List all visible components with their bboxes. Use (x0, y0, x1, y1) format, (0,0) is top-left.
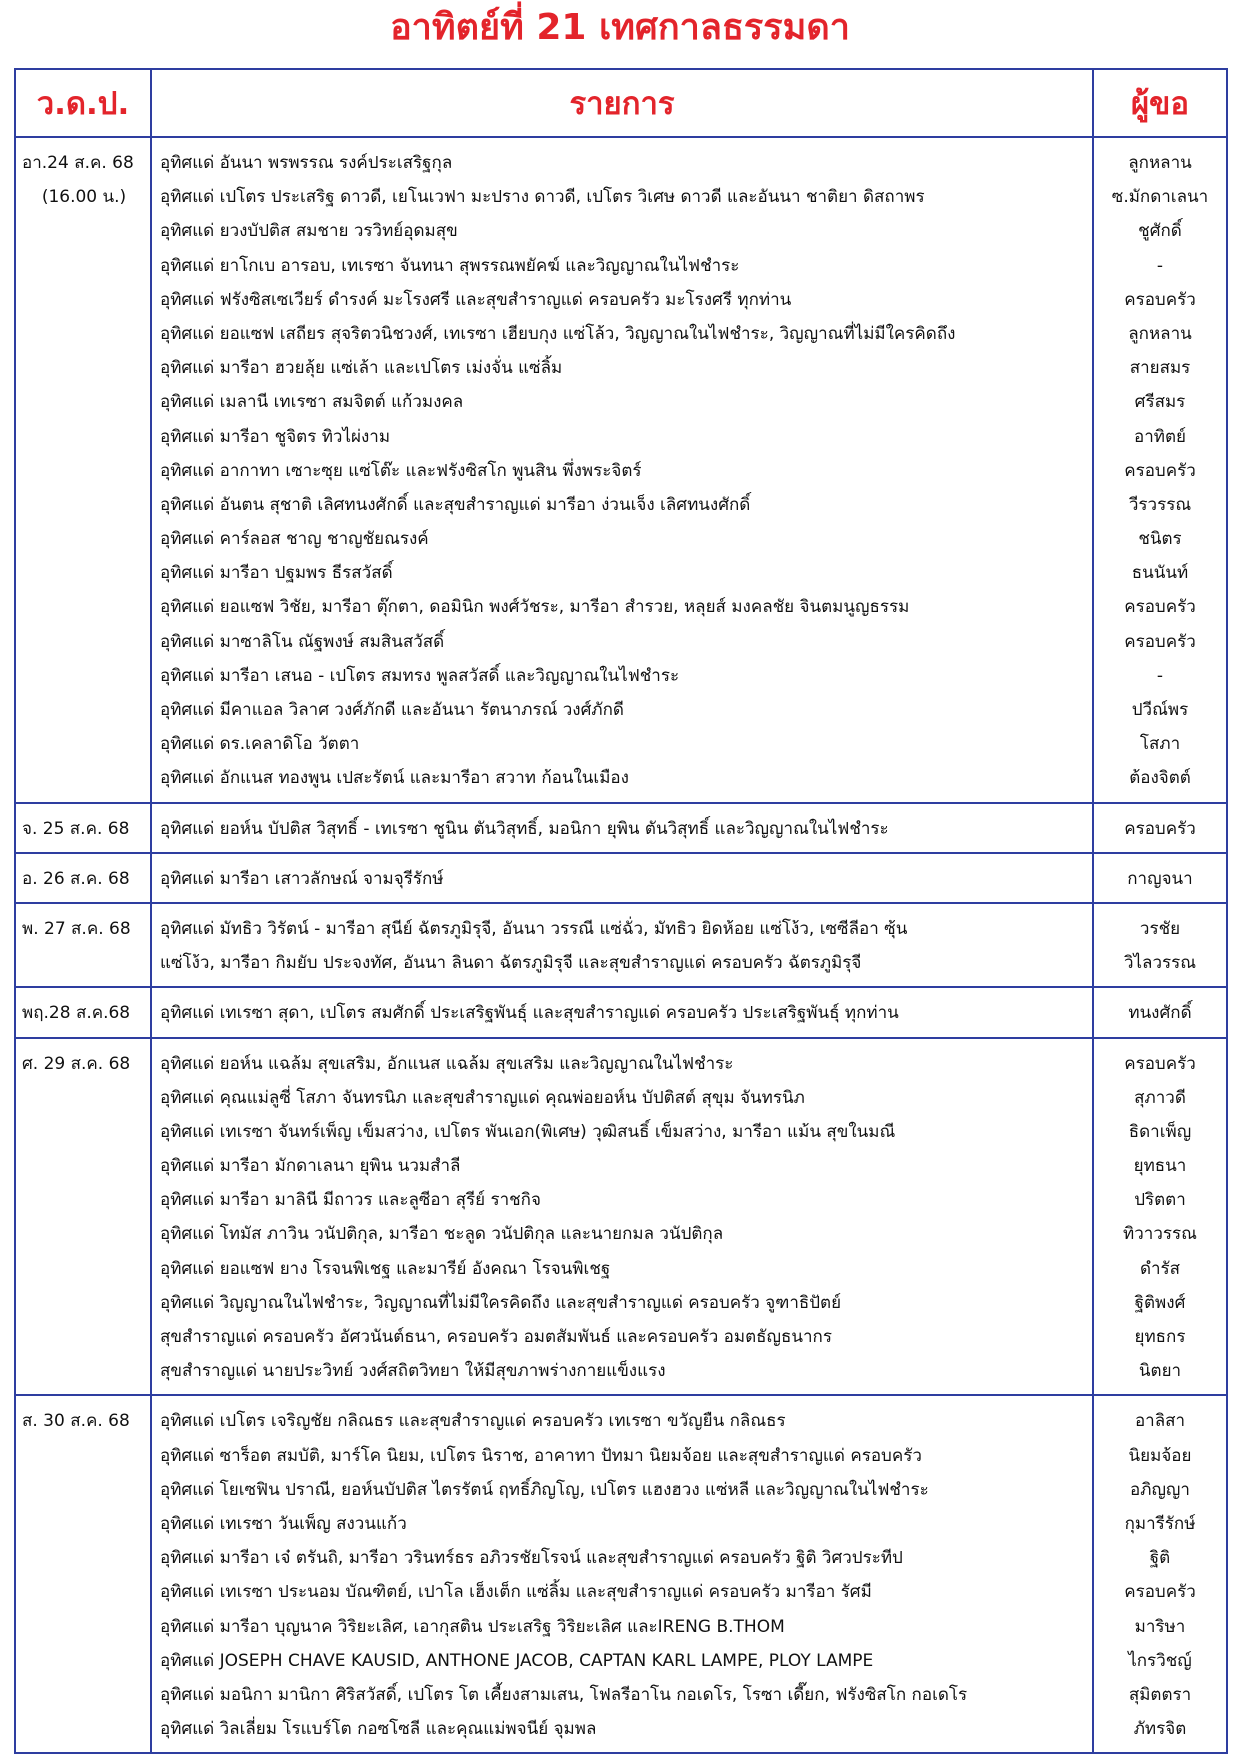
requester-name: ครอบครัว (1124, 818, 1196, 839)
intention-item: อุทิศแด่ มารีอา ฮวยลุ้ย แซ่เล้า และเปโตร เม่งจั่น แซ่ลิ้ม (160, 358, 563, 379)
requester-name: ดำรัส (1139, 1258, 1181, 1279)
header-date: ว.ด.ป. (15, 69, 151, 137)
requester-name: สายสมร (1129, 358, 1191, 379)
requester-cell (1093, 1395, 1227, 1753)
intention-item: อุทิศแด่ มอนิกา มานิกา ศิริสวัสดิ์, เปโตร โต เคี้ยงสามเสน, โฟลรีอาโน กอเดโร, โรซา เดี๊ยก, ฟรังซิสโก กอเดโร (160, 1684, 968, 1705)
intention-item: อุทิศแด่ โยเซฟิน ปราณี, ยอห์นบัปติส ไตรรัตน์ ฤทธิ์ภิญโญ, เปโตร แฮงฮวง แซ่หลี และวิญญาณในไฟชำระ (160, 1479, 929, 1500)
requester-cell (1093, 903, 1227, 987)
requester-name: โสภา (1139, 734, 1181, 755)
requester-name: ทนงศักดิ์ (1128, 1003, 1192, 1024)
requester-name: วีรวรรณ (1128, 494, 1192, 515)
requester-name: ครอบครัว (1124, 1053, 1196, 1074)
intentions-table (14, 68, 1228, 1754)
intention-item: อุทิศแด่ อันนา พรพรรณ รงค์ประเสริฐกุล (160, 153, 453, 173)
intentions-cell (151, 137, 1093, 803)
intention-item: อุทิศแด่ เทเรซา สุดา, เปโตร สมศักดิ์ ประเสริฐพันธุ์ และสุขสำราญแด่ ครอบครัว ประเสริฐพันธุ์ ทุกท่าน (160, 1003, 899, 1024)
intention-item: สุขสำราญแด่ นายประวิทย์ วงศ์สถิตวิทยา ให้มีสุขภาพร่างกายแข็งแรง (160, 1361, 666, 1382)
table-row (15, 1038, 1227, 1396)
header-list: รายการ (151, 69, 1093, 137)
intention-item: อุทิศแด่ มารีอา บุญนาค วิริยะเลิศ, เอากุสติน ประเสริฐ วิริยะเลิศ และIRENG B.THOM (160, 1616, 785, 1637)
date-cell (15, 987, 151, 1037)
date-cell (15, 903, 151, 987)
intention-item: อุทิศแด่ มารีอา มักดาเลนา ยุพิน นวมสำลี (160, 1156, 461, 1177)
requester-name: อาลิสา (1134, 1411, 1186, 1432)
date-cell (15, 1038, 151, 1396)
date-cell (15, 1395, 151, 1753)
table-header-row (15, 69, 1227, 137)
intentions-cell (151, 1038, 1093, 1396)
requester-name: ครอบครัว (1124, 597, 1196, 618)
intention-item: อุทิศแด่ อันตน สุชาติ เลิศทนงศักดิ์ และสุขสำราญแด่ มารีอา ง่วนเจ็ง เลิศทนงศักดิ์ (160, 494, 751, 515)
intention-item: อุทิศแด่ ซาร็อต สมบัติ, มาร์โค นิยม, เปโตร นิราช, อาคาทา ปัทมา นิยมจ้อย และสุขสำราญแด่ ครอบครัว (160, 1445, 922, 1466)
table-row (15, 853, 1227, 903)
intention-item: อุทิศแด่ มารีอา เสาวลักษณ์ จามจุรีรักษ์ (160, 868, 444, 889)
header-requester: ผู้ขอ (1093, 69, 1227, 137)
date-text: พฤ.28 ส.ค.68 (22, 1003, 131, 1024)
intention-item: อุทิศแด่ เทเรซา ประนอม บัณฑิตย์, เปาโล เฮ็งเต็ก แซ่ลิ้ม และสุขสำราญแด่ ครอบครัว มารีอา รัศมี (160, 1582, 872, 1603)
intention-item: อุทิศแด่ มัทธิว วิรัตน์ - มารีอา สุนีย์ ฉัตรภูมิรุจี, อันนา วรรณี แซ่ฉั่ว, มัทธิว ยิดห้อย แซ่โง้ว, เซซีลีอา ซุ้น (160, 918, 908, 939)
requester-name: ลูกหลาน (1128, 323, 1192, 344)
requester-name: ครอบครัว (1124, 460, 1196, 481)
intentions-cell (151, 1395, 1093, 1753)
requester-name: ฐิติพงศ์ (1134, 1292, 1186, 1313)
requester-name: ปริตตา (1134, 1190, 1186, 1211)
intentions-cell (151, 987, 1093, 1037)
date-text: อา.24 ส.ค. 68 (22, 153, 134, 173)
requester-name: ทิวาวรรณ (1123, 1224, 1197, 1245)
requester-name: ธิดาเพ็ญ (1128, 1121, 1192, 1142)
intention-item: อุทิศแด่ อากาทา เซาะซุย แซ่โต๊ะ และฟรังซิสโก พูนสิน พึ่งพระจิตร์ (160, 460, 642, 481)
requester-name: ไกรวิชญ์ (1128, 1650, 1192, 1671)
requester-cell (1093, 1038, 1227, 1396)
requester-name: - (1156, 665, 1164, 686)
intentions-cell (151, 803, 1093, 853)
intention-item: สุขสำราญแด่ ครอบครัว อัศวนันต์ธนา, ครอบครัว อมตสัมพันธ์ และครอบครัว อมตธัญธนากร (160, 1327, 832, 1347)
requester-name: อภิญญา (1130, 1479, 1190, 1500)
intention-item: อุทิศแด่ เมลานี เทเรซา สมจิตต์ แก้วมงคล (160, 392, 464, 413)
requester-name: ฐิติ (1149, 1548, 1171, 1569)
date-text: ส. 30 ส.ค. 68 (22, 1411, 130, 1432)
requester-name: สุภาวดี (1134, 1087, 1186, 1108)
page-title: อาทิตย์ที่ 21 เทศกาลธรรมดา (390, 7, 850, 48)
intention-item: อุทิศแด่ JOSEPH CHAVE KAUSID, ANTHONE JACOB, CAPTAN KARL LAMPE, PLOY LAMPE (160, 1650, 874, 1671)
requester-name: ยุทธกร (1134, 1327, 1186, 1347)
requester-name: - (1156, 255, 1164, 276)
requester-cell (1093, 137, 1227, 803)
intention-item: อุทิศแด่ อักแนส ทองพูน เปสะรัตน์ และมารีอา สวาท ก้อนในเมือง (160, 768, 629, 789)
date-cell (15, 853, 151, 903)
requester-name: ศรีสมร (1134, 392, 1186, 413)
intention-item: อุทิศแด่ ยอห์น แฉล้ม สุขเสริม, อักแนส แฉล้ม สุขเสริม และวิญญาณในไฟชำระ (160, 1053, 734, 1074)
intention-item: อุทิศแด่ โทมัส ภาวิน วนัปติกุล, มารีอา ชะลูด วนัปติกุล และนายกมล วนัปติกุล (160, 1224, 724, 1245)
intentions-cell (151, 903, 1093, 987)
intention-item: อุทิศแด่ ยาโกเบ อารอบ, เทเรซา จันทนา สุพรรณพยัคฆ์ และวิญญาณในไฟชำระ (160, 255, 740, 276)
intention-item: อุทิศแด่ มารีอา เสนอ - เปโตร สมทรง พูลสวัสดิ์ และวิญญาณในไฟชำระ (160, 665, 680, 686)
intention-item: แซ่โง้ว, มารีอา กิมยับ ประจงทัศ, อันนา ลินดา ฉัตรภูมิรุจี และสุขสำราญแด่ ครอบครัว ฉัตรภูมิรุจี (160, 953, 862, 974)
intention-item: อุทิศแด่ มาซาลิโน ณัฐพงษ์ สมสินสวัสดิ์ (160, 631, 445, 652)
intention-item: อุทิศแด่ ฟรังซิสเซเวียร์ ดำรงค์ มะโรงศรี และสุขสำราญแด่ ครอบครัว มะโรงศรี ทุกท่าน (160, 289, 792, 310)
table-body (15, 137, 1227, 1753)
requester-name: ชูศักดิ์ (1138, 221, 1182, 242)
intention-item: อุทิศแด่ เปโตร เจริญชัย กลิณธร และสุขสำราญแด่ ครอบครัว เทเรซา ขวัญยืน กลิณธร (160, 1411, 786, 1432)
date-text: จ. 25 ส.ค. 68 (22, 818, 130, 839)
requester-name: ต้องจิตต์ (1129, 768, 1191, 789)
intention-item: อุทิศแด่ ยอแซฟ ยาง โรจนพิเชฐ และมารีย์ อังคณา โรจนพิเชฐ (160, 1258, 611, 1279)
requester-name: มาริษา (1134, 1616, 1186, 1637)
requester-name: กุมารีรักษ์ (1124, 1513, 1196, 1534)
requester-name: ซ.มักดาเลนา (1111, 187, 1209, 208)
requester-cell (1093, 853, 1227, 903)
table-row (15, 803, 1227, 853)
table-row (15, 903, 1227, 987)
intention-item: อุทิศแด่ วิญญาณในไฟชำระ, วิญญาณที่ไม่มีใครคิดถึง และสุขสำราญแด่ ครอบครัว จูฑาธิปัตย์ (160, 1292, 842, 1313)
intention-item: อุทิศแด่ ยอห์น บัปติส วิสุทธิ์ - เทเรซา ชูนิน ตันวิสุทธิ์, มอนิกา ยุพิน ตันวิสุทธิ์ และวิญญาณในไฟชำระ (160, 818, 889, 839)
requester-name: ปวีณ์พร (1131, 700, 1189, 720)
requester-name: ลูกหลาน (1128, 153, 1192, 173)
table-row (15, 137, 1227, 803)
requester-name: นิยมจ้อย (1128, 1445, 1192, 1466)
time-text: (16.00 น.) (41, 187, 127, 207)
requester-name: ครอบครัว (1124, 1582, 1196, 1603)
requester-name: กาญจนา (1127, 868, 1193, 889)
requester-name: ชนิตร (1138, 529, 1182, 550)
intention-item: อุทิศแด่ เทเรซา วันเพ็ญ สงวนแก้ว (160, 1513, 407, 1534)
table-row (15, 987, 1227, 1037)
requester-name: สุมิตตรา (1128, 1684, 1192, 1705)
date-text: พ. 27 ส.ค. 68 (22, 918, 131, 939)
requester-name: วรชัย (1139, 918, 1181, 939)
intention-item: อุทิศแด่ มารีอา เจ๋ ตรันถิ, มารีอา วรินทร์ธร อภิวรชัยโรจน์ และสุขสำราญแด่ ครอบครัว ฐิติ วิศวประทีป (160, 1548, 903, 1569)
intention-item: อุทิศแด่ เทเรซา จันทร์เพ็ญ เข็มสว่าง, เปโตร พันเอก(พิเศษ) วุฒิสนธิ์ เข็มสว่าง, มารีอา แม้น สุขในมณี (160, 1121, 896, 1142)
intention-item: อุทิศแด่ มีคาแอล วิลาศ วงศ์ภักดี และอันนา รัตนาภรณ์ วงศ์ภักดี (160, 700, 624, 720)
date-cell (15, 803, 151, 853)
requester-name: ครอบครัว (1124, 631, 1196, 652)
requester-cell (1093, 803, 1227, 853)
requester-name: นิตยา (1138, 1361, 1182, 1382)
intention-item: อุทิศแด่ เปโตร ประเสริฐ ดาวดี, เยโนเวฟา มะปราง ดาวดี, เปโตร วิเศษ ดาวดี และอันนา ชาติยา ดิสถาพร (160, 187, 925, 208)
intention-item: อุทิศแด่ คาร์ลอส ชาญ ชาญชัยณรงค์ (160, 529, 429, 550)
intention-item: อุทิศแด่ คุณแม่ลูซี่ โสภา จันทรนิภ และสุขสำราญแด่ คุณพ่อยอห์น บัปติสต์ สุขุม จันทรนิภ (160, 1087, 805, 1108)
intention-item: อุทิศแด่ ยอแซฟ เสถียร สุจริตวนิชวงศ์, เทเรซา เฮียบกุง แซ่โล้ว, วิญญาณในไฟชำระ, วิญญาณที่ไม่มีใครคิดถึง (160, 323, 956, 344)
date-cell (15, 137, 151, 803)
requester-name: ภัทรจิต (1133, 1719, 1187, 1740)
intention-item: อุทิศแด่ มารีอา มาลินี มีถาวร และลูซีอา สุรีย์ ราชกิจ (160, 1190, 541, 1211)
requester-name: วิไลวรรณ (1123, 953, 1197, 974)
requester-cell (1093, 987, 1227, 1037)
intention-item: อุทิศแด่ ยอแซฟ วิชัย, มารีอา ตุ๊กตา, ดอมินิก พงศ์วัชระ, มารีอา สำรวย, หลุยส์ มงคลชัย จินตมนูญธรรม (160, 597, 910, 618)
intentions-cell (151, 853, 1093, 903)
intention-item: อุทิศแด่ ยวงบัปติส สมชาย วรวิทย์อุดมสุข (160, 221, 458, 242)
requester-name: ธนนันท์ (1131, 563, 1189, 584)
date-text: ศ. 29 ส.ค. 68 (22, 1053, 131, 1074)
intention-item: อุทิศแด่ วิลเลี่ยม โรแบร์โต กอซโซลี และคุณแม่พจนีย์ จุมพล (160, 1719, 597, 1740)
requester-name: ครอบครัว (1124, 289, 1196, 310)
date-text: อ. 26 ส.ค. 68 (22, 868, 130, 889)
table-row (15, 1395, 1227, 1753)
requester-name: ยุทธนา (1133, 1156, 1187, 1177)
intention-item: อุทิศแด่ มารีอา ปฐมพร ธีรสวัสดิ์ (160, 563, 393, 584)
intention-item: อุทิศแด่ ดร.เคลาดิโอ วัตตา (160, 734, 360, 755)
requester-name: อาทิตย์ (1134, 426, 1186, 447)
intention-item: อุทิศแด่ มารีอา ชูจิตร ทิวไผ่งาม (160, 426, 391, 447)
